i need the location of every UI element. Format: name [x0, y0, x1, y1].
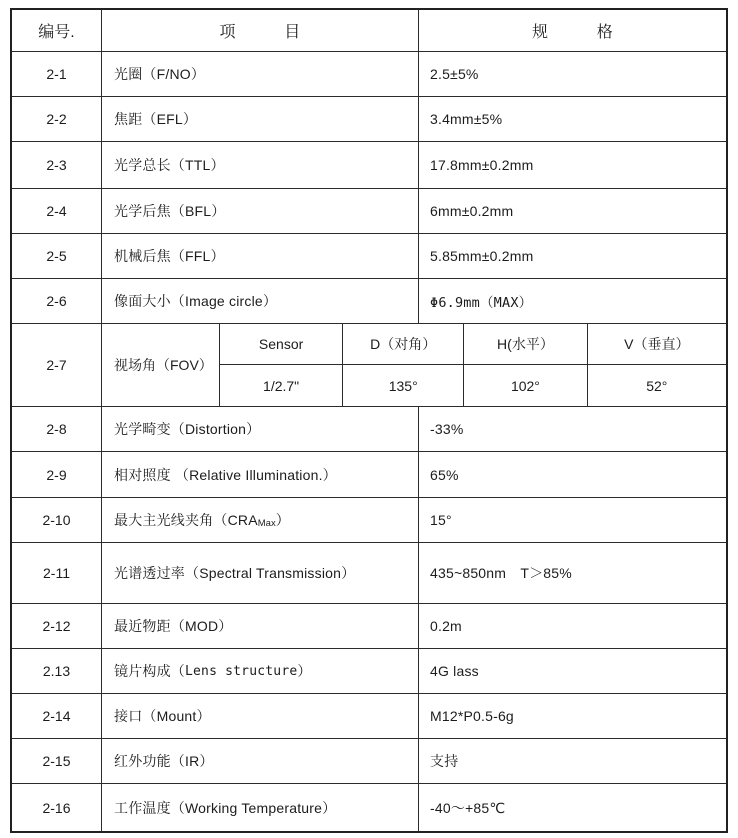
- item-cell: [102, 498, 419, 542]
- header-row: [12, 10, 726, 52]
- row-id: 2-12: [12, 604, 102, 648]
- item-text: ）: [275, 512, 290, 528]
- spec-cell: -40～+85℃: [430, 799, 506, 816]
- table-row: [12, 142, 726, 189]
- spec-cell: 0.2m: [430, 618, 462, 634]
- spec-cell: 435~850nm T＞85%: [430, 565, 572, 581]
- item-cell: 光学畸变（Distortion）: [102, 407, 419, 451]
- fov-col-horizontal: H(水平）: [463, 324, 586, 365]
- spec-cell: 支持: [430, 753, 459, 769]
- spec-cell: -33%: [430, 421, 464, 437]
- table-row: [12, 234, 726, 279]
- item-cell: [102, 649, 419, 693]
- fov-subtable: [220, 324, 726, 406]
- table-row: [12, 189, 726, 234]
- item-text: 镜片构成（: [114, 663, 185, 679]
- fov-col-sensor: Sensor: [220, 324, 342, 365]
- item-cell: 最近物距（MOD）: [102, 604, 419, 648]
- row-id: 2-7: [12, 324, 102, 406]
- item-cell: 光学总长（TTL）: [102, 142, 419, 188]
- table-row: [12, 694, 726, 739]
- item-cell: 视场角（FOV）: [102, 324, 220, 406]
- fov-value-horizontal: 102°: [463, 365, 586, 406]
- row-id: 2-14: [12, 694, 102, 738]
- fov-value-diagonal: 135°: [342, 365, 463, 406]
- item-text: ）: [297, 663, 312, 679]
- item-cell: 相对照度 （Relative Illumination.）: [102, 452, 419, 497]
- row-id: 2-5: [12, 234, 102, 278]
- spec-cell: 3.4mm±5%: [430, 111, 503, 127]
- row-id: 2.13: [12, 649, 102, 693]
- fov-col-diagonal: D（对角）: [342, 324, 463, 365]
- spec-cell: 17.8mm±0.2mm: [430, 157, 534, 173]
- spec-cell: 2.5±5%: [430, 66, 479, 82]
- row-id: 2-9: [12, 452, 102, 497]
- spec-cell: 6mm±0.2mm: [430, 203, 514, 219]
- item-cell: 接口（Mount）: [102, 694, 419, 738]
- row-id: 2-16: [12, 784, 102, 831]
- row-id: 2-10: [12, 498, 102, 542]
- fov-value-sensor: 1/2.7": [263, 377, 300, 394]
- table-row: [12, 52, 726, 97]
- spec-cell: Φ6.9mm（MAX）: [430, 295, 533, 311]
- item-cell: 像面大小（Image circle）: [102, 279, 419, 323]
- table-row: [12, 407, 726, 452]
- row-id: 2-4: [12, 189, 102, 233]
- row-id: 2-6: [12, 279, 102, 323]
- table-row: [12, 543, 726, 604]
- table-row: [12, 784, 726, 831]
- item-latin-text: Lens structure: [185, 663, 298, 679]
- spec-cell: 15°: [430, 512, 452, 528]
- row-id: 2-11: [12, 543, 102, 603]
- spec-cell: 65%: [430, 466, 459, 483]
- row-id: 2-2: [12, 97, 102, 141]
- item-cell: 光学后焦（BFL）: [102, 189, 419, 233]
- table-row: [12, 279, 726, 324]
- item-cell: 焦距（EFL）: [102, 97, 419, 141]
- header-spec: 规 格: [531, 24, 613, 41]
- lens-spec-table: [10, 8, 728, 833]
- item-cell: 机械后焦（FFL）: [102, 234, 419, 278]
- fov-col-vertical: V（垂直）: [587, 324, 726, 365]
- row-id: 2-15: [12, 739, 102, 783]
- item-subscript: Max: [257, 517, 276, 529]
- table-row: [12, 452, 726, 498]
- header-id: 编号.: [12, 10, 102, 51]
- spec-cell: M12*P0.5-6g: [430, 708, 514, 724]
- item-text: 最大主光线夹角（CRA: [114, 512, 258, 528]
- row-id: 2-8: [12, 407, 102, 451]
- table-row: [12, 649, 726, 694]
- item-cell: 红外功能（IR）: [102, 739, 419, 783]
- table-row: [12, 498, 726, 543]
- header-item: 项 目: [102, 10, 419, 51]
- spec-cell: 5.85mm±0.2mm: [430, 248, 534, 264]
- item-cell: 光谱透过率（Spectral Transmission）: [102, 543, 419, 603]
- row-id: 2-1: [12, 52, 102, 96]
- item-cell: 光圈（F/NO）: [102, 52, 419, 96]
- spec-cell: 4G lass: [430, 663, 479, 679]
- item-cell: 工作温度（Working Temperature）: [102, 784, 419, 831]
- table-row-fov: [12, 324, 726, 407]
- row-id: 2-3: [12, 142, 102, 188]
- table-row: [12, 97, 726, 142]
- fov-value-vertical: 52°: [587, 365, 726, 406]
- table-row: [12, 739, 726, 784]
- table-row: [12, 604, 726, 649]
